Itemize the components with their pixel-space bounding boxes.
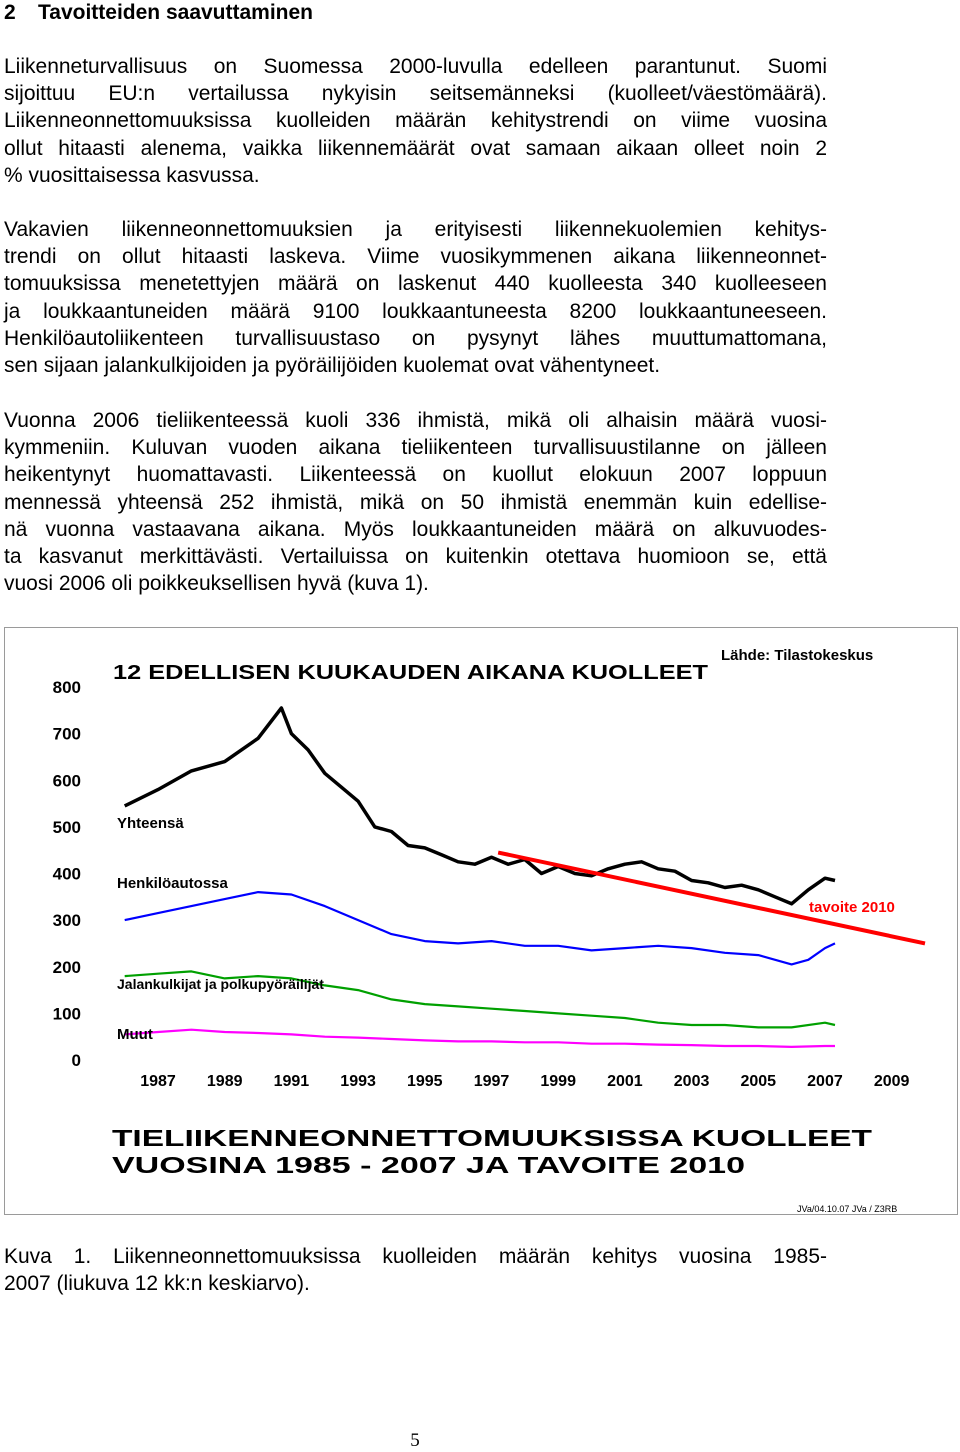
x-tick-label: 2005 bbox=[740, 1073, 777, 1090]
text-line: Liikenneonnettomuuksissa kuolleiden määrän kehitystrendi on viime vuosina bbox=[4, 109, 827, 133]
series-label: Yhteensä bbox=[117, 815, 184, 832]
text-line: Vakavien liikenneonnettomuuksien ja erityisesti liikennekuolemien kehitys- bbox=[4, 218, 827, 241]
caption-line: 2007 (liukuva 12 kk:n keskiarvo). bbox=[4, 1272, 310, 1296]
caption-line: Kuva 1. Liikenneonnettomuuksissa kuolleiden määrän kehitys vuosina 1985- bbox=[4, 1245, 827, 1268]
trend-line bbox=[498, 853, 925, 944]
text-line: sijoittuu EU:n vertailussa nykyisin seitsemänneksi (kuolleet/väestömäärä). bbox=[4, 82, 827, 106]
text-line: ta kasvanut merkittävästi. Vertailuissa on kuitenkin otettava huomioon se, että bbox=[4, 545, 827, 569]
section-heading bbox=[4, 0, 313, 26]
text-line: mennessä yhteensä 252 ihmistä, mikä on 50 ihmistä enemmän kuin edellise- bbox=[4, 490, 827, 514]
series-label: Jalankulkijat ja polkupyöräilijät bbox=[117, 976, 324, 992]
text-line: Vuonna 2006 tieliikenteessä kuoli 336 ihmistä, mikä oli alhaisin määrä vuosi- bbox=[4, 409, 827, 432]
y-tick-label: 500 bbox=[52, 817, 81, 837]
y-tick-label: 700 bbox=[52, 724, 81, 744]
y-tick-label: 200 bbox=[52, 957, 81, 977]
chart-credit: JVa/04.10.07 JVa / Z3RB bbox=[797, 1204, 898, 1214]
x-tick-label: 1987 bbox=[140, 1073, 176, 1090]
text-line: % vuosittaisessa kasvussa. bbox=[4, 163, 260, 187]
section-number: 2 bbox=[4, 1, 16, 24]
text-line: nä vuonna vastaavana aikana. Myös loukkaantuneiden määrä on alkuvuodes- bbox=[4, 517, 827, 541]
section-title: Tavoitteiden saavuttaminen bbox=[38, 1, 314, 24]
y-tick-label: 0 bbox=[71, 1051, 81, 1070]
text-line: tomuuksissa menetettyjen määrä on laskenut 440 kuolleesta 340 kuolleeseen bbox=[4, 272, 827, 296]
text-line: vuosi 2006 oli poikkeuksellisen hyvä (kuva 1). bbox=[4, 572, 429, 596]
text-line: ollut hitaasti alenema, vaikka liikennemäärät ovat samaan aikaan olleet noin 2 bbox=[4, 136, 827, 160]
text-line: Liikenneturvallisuus on Suomessa 2000-luvulla edelleen parantunut. Suomi bbox=[4, 55, 827, 78]
x-tick-label: 2003 bbox=[673, 1073, 710, 1090]
chart-source: Lähde: Tilastokeskus bbox=[721, 647, 874, 664]
x-tick-label: 2001 bbox=[607, 1073, 643, 1090]
trend-label: tavoite 2010 bbox=[809, 899, 895, 916]
series-line bbox=[125, 708, 835, 904]
y-axis-ticks bbox=[53, 678, 81, 1070]
y-tick-label: 600 bbox=[52, 771, 81, 791]
paragraph-1 bbox=[4, 53, 827, 189]
series-line bbox=[125, 1030, 835, 1047]
y-tick-label: 800 bbox=[52, 678, 81, 697]
y-tick-label: 400 bbox=[52, 864, 81, 884]
x-tick-label: 2007 bbox=[807, 1073, 843, 1090]
x-tick-label: 2009 bbox=[873, 1073, 910, 1090]
series-lines bbox=[125, 708, 925, 1047]
text-line: trendi on ollut hitaasti laskeva. Viime vuosikymmenen aikana liikenneonnet- bbox=[4, 245, 827, 269]
y-tick-label: 300 bbox=[52, 911, 81, 931]
x-axis-ticks bbox=[140, 1073, 909, 1090]
paragraph-2 bbox=[4, 216, 827, 379]
x-tick-label: 1999 bbox=[540, 1073, 576, 1090]
text-line: Henkilöautoliikenteen turvallisuustaso on pysynyt lähes muuttumattomana, bbox=[4, 326, 827, 350]
chart-title-line-1: TIELIIKENNEONNETTOMUUKSISSA KUOLLEET bbox=[112, 1125, 872, 1151]
series-label: Muut bbox=[117, 1026, 153, 1043]
y-tick-label: 100 bbox=[52, 1004, 81, 1024]
text-line: sen sijaan jalankulkijoiden ja pyöräilijöiden kuolemat ovat vähentyneet. bbox=[4, 354, 661, 378]
chart-title-line-2: VUOSINA 1985 - 2007 JA TAVOITE 2010 bbox=[112, 1152, 745, 1178]
x-tick-label: 1997 bbox=[473, 1073, 510, 1090]
x-tick-label: 1995 bbox=[406, 1073, 443, 1090]
chart-header: 12 EDELLISEN KUUKAUDEN AIKANA KUOLLEET bbox=[113, 662, 708, 684]
x-tick-label: 1993 bbox=[340, 1073, 376, 1090]
chart-svg bbox=[5, 628, 959, 1216]
page-number: 5 bbox=[410, 1430, 420, 1451]
x-tick-label: 1989 bbox=[206, 1073, 243, 1090]
chart-figure bbox=[4, 627, 958, 1215]
text-line: heikentynyt huomattavasti. Liikenteessä on kuollut elokuun 2007 loppuun bbox=[4, 463, 827, 487]
series-label: Henkilöautossa bbox=[117, 875, 228, 892]
text-line: ja loukkaantuneiden määrä 9100 loukkaantuneesta 8200 loukkaantuneeseen. bbox=[4, 299, 827, 323]
text-line: kymmeniin. Kuluvan vuoden aikana tieliikenteen turvallisuustilanne on jälleen bbox=[4, 436, 827, 460]
paragraph-3 bbox=[4, 407, 827, 597]
x-tick-label: 1991 bbox=[273, 1073, 310, 1090]
figure-caption bbox=[4, 1243, 827, 1297]
